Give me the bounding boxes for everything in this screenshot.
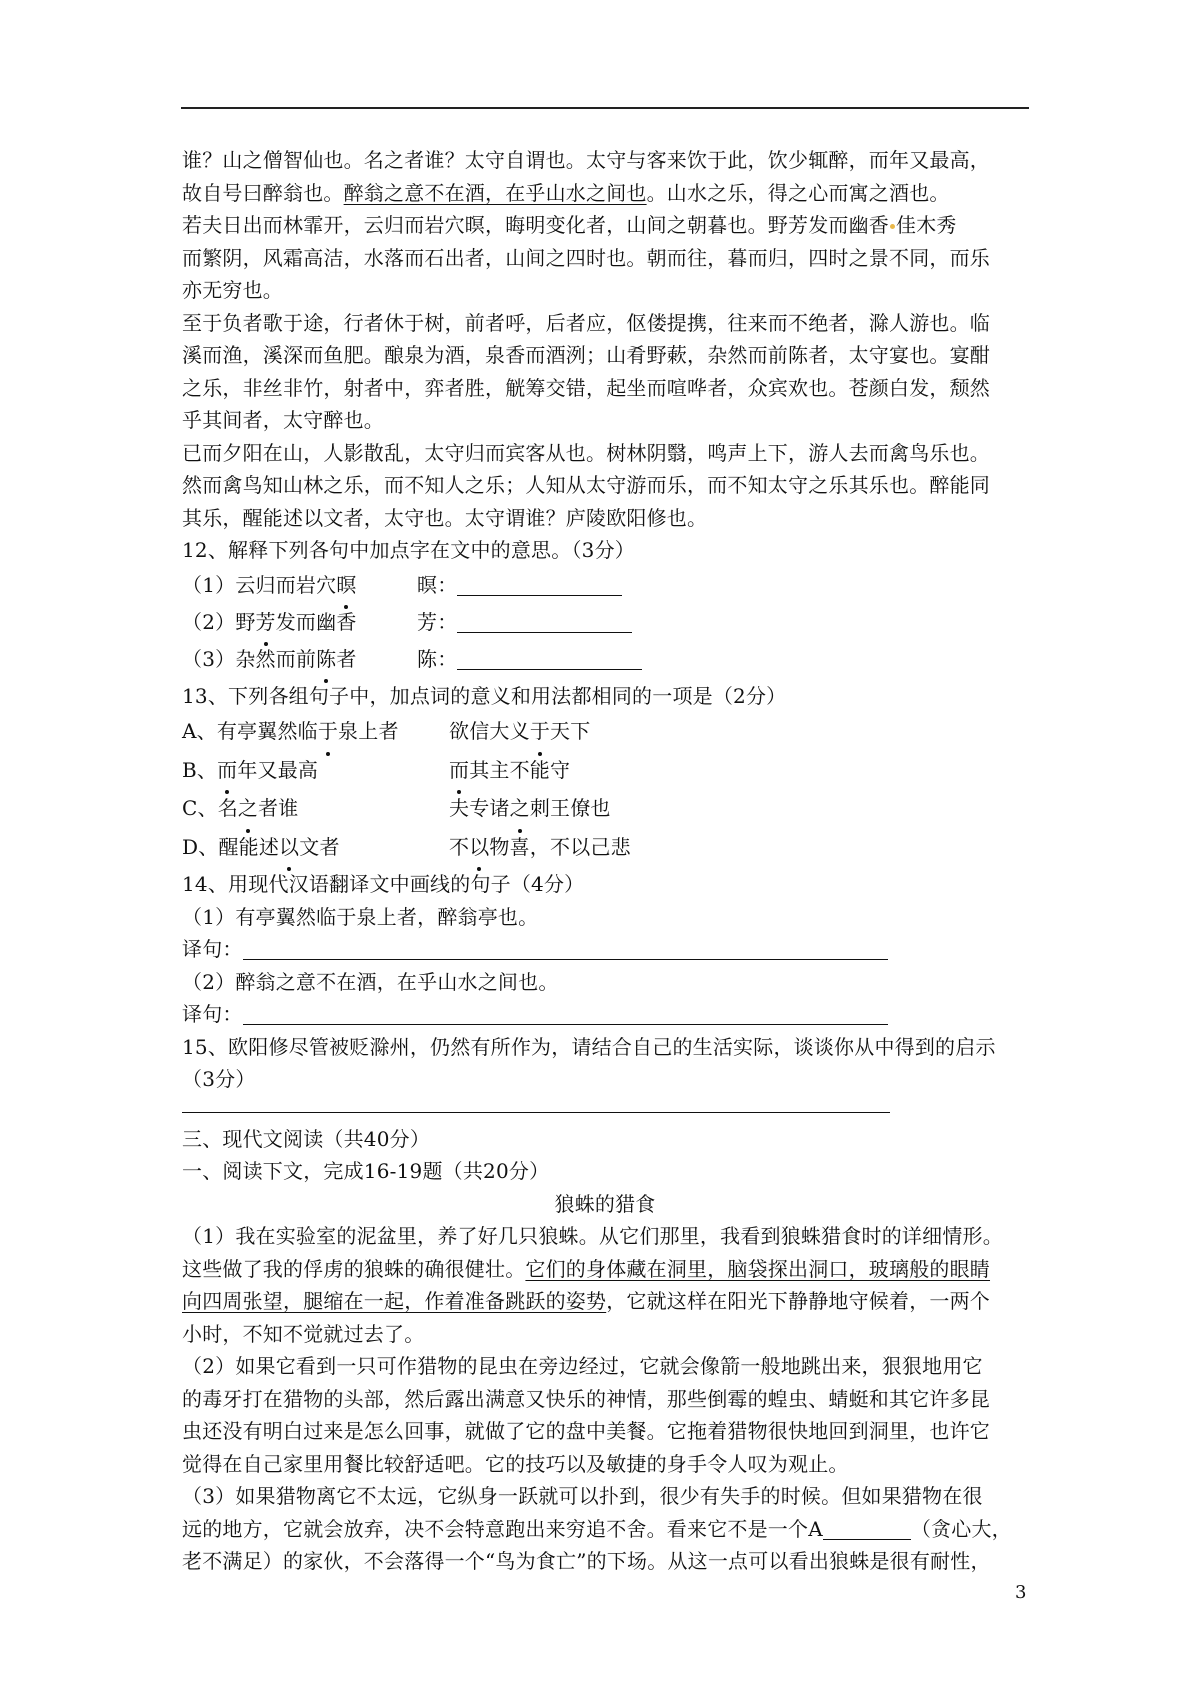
dotted-char: 芳 bbox=[256, 604, 276, 641]
answer-blank[interactable] bbox=[182, 1096, 890, 1113]
answer-blank[interactable] bbox=[457, 610, 632, 633]
q12-item: （1）云归而岩穴暝 暝： bbox=[182, 567, 1028, 604]
answer-blank[interactable] bbox=[823, 1517, 911, 1540]
article-line: 小时，不知不觉就过去了。 bbox=[182, 1321, 425, 1346]
question-14-stem: 14、用现代汉语翻译文中画线的句子（4分） bbox=[182, 872, 585, 896]
dotted-char: 于 bbox=[318, 712, 338, 751]
dotted-char: 而 bbox=[217, 751, 237, 790]
passage-line: 其乐，醒能述以文者，太守也。太守谓谁？庐陵欧阳修也。 bbox=[182, 505, 708, 530]
article-line: 觉得在自己家里用餐比较舒适吧。它的技巧以及敏捷的身手令人叹为观止。 bbox=[182, 1451, 849, 1476]
article-title: 狼蛛的猎食 bbox=[554, 1191, 656, 1216]
article-line: 向四周张望，腿缩在一起，作着准备跳跃的姿势，它就这样在阳光下静静地守候着，一两个 bbox=[182, 1289, 991, 1313]
page-number: 3 bbox=[1015, 1582, 1027, 1603]
q13-option-b: B、而年又最高 而其主不能守 bbox=[182, 751, 1028, 790]
question-13-stem: 13、下列各组句子中，加点词的意义和用法都相同的一项是（2分） bbox=[182, 683, 787, 708]
dotted-char: 以 bbox=[279, 828, 299, 867]
article-line: （1）我在实验室的泥盆里，养了好几只狼蛛。从它们那里，我看到狼蛛猎食时的详细情形。 bbox=[182, 1224, 1003, 1248]
page-content bbox=[182, 144, 1028, 1578]
question-15-stem: 15、欧阳修尽管被贬滁州，仍然有所作为，请结合自己的生活实际，谈谈你从中得到的启示 bbox=[182, 1034, 996, 1059]
passage-line: 而繁阴，风霜高洁，水落而石出者，山间之四时也。朝而往，暮而归，四时之景不同，而乐 bbox=[182, 245, 990, 270]
passage-line: 已而夕阳在山，人影散乱，太守归而宾客从也。树林阴翳，鸣声上下，游人去而禽鸟乐也。 bbox=[182, 440, 990, 465]
dotted-char: 陈 bbox=[316, 641, 336, 678]
q14-answer-1: 译句： bbox=[182, 933, 1028, 966]
passage-line: 谁？山之僧智仙也。名之者谁？太守自谓也。太守与客来饮于此，饮少辄醉，而年又最高， bbox=[182, 148, 990, 172]
passage-line: 至于负者歌于途，行者休于树，前者呼，后者应，伛偻提携，往来而不绝者，滁人游也。临 bbox=[182, 310, 990, 335]
underlined-sentence: 向四周张望，腿缩在一起，作着准备跳跃的姿势 bbox=[182, 1289, 607, 1313]
passage-line: 亦无穷也。 bbox=[182, 278, 283, 302]
article-line: （3）如果猎物离它不太远，它纵身一跃就可以扑到，很少有失手的时候。但如果猎物在很 bbox=[182, 1484, 983, 1508]
section-subheading: 一、阅读下文，完成16-19题（共20分） bbox=[182, 1159, 550, 1183]
underlined-sentence: 它们的身体藏在洞里，脑袋探出洞口，玻璃般的眼睛 bbox=[525, 1256, 991, 1281]
article-line: 的毒牙打在猎物的头部，然后露出满意又快乐的神情，那些倒霉的蝗虫、蜻蜓和其它许多昆 bbox=[182, 1386, 990, 1411]
answer-blank[interactable] bbox=[243, 937, 888, 960]
q12-item: （2）野芳发而幽香 芳： bbox=[182, 604, 1028, 641]
q14-answer-2: 译句： bbox=[182, 998, 1028, 1031]
q13-option-c: C、名之者谁 夫专诸之刺王僚也 bbox=[182, 789, 1028, 828]
question-15-score: （3分） bbox=[182, 1067, 256, 1091]
passage-line: 溪而渔，溪深而鱼肥。酿泉为酒，泉香而酒洌；山肴野蔌，杂然而前陈者，太守宴也。宴酣 bbox=[182, 343, 990, 367]
question-12-stem: 12、解释下列各句中加点字在文中的意思。（3分） bbox=[182, 538, 635, 562]
passage-line: 故自号曰醉翁也。醉翁之意不在酒，在乎山水之间也。山水之乐，得之心而寓之酒也。 bbox=[182, 180, 950, 205]
article-line: 远的地方，它就会放弃，决不会特意跑出来穷追不舍。看来它不是一个A （贪心大， bbox=[182, 1516, 1012, 1541]
article-line: 虫还没有明白过来是怎么回事，就做了它的盘中美餐。它拖着猎物很快地回到洞里，也许它 bbox=[182, 1419, 990, 1443]
highlight-dot-icon bbox=[890, 224, 895, 229]
q14-sentence-1: （1）有亭翼然临于泉上者，醉翁亭也。 bbox=[182, 904, 539, 929]
q14-sentence-2: （2）醉翁之意不在酒，在乎山水之间也。 bbox=[182, 969, 559, 994]
q13-option-a: A、有亭翼然临于泉上者 欲信大义于天下 bbox=[182, 712, 1028, 751]
q13-option-d: D、醒能述以文者 不以物喜，不以己悲 bbox=[182, 828, 1028, 867]
answer-blank[interactable] bbox=[457, 647, 642, 670]
underlined-sentence: 醉翁之意不在酒，在乎山水之间也 bbox=[343, 180, 647, 205]
answer-blank[interactable] bbox=[457, 573, 622, 596]
passage-line: 若夫日出而林霏开，云归而岩穴暝，晦明变化者，山间之朝暮也。野芳发而幽香 佳木秀 bbox=[182, 213, 957, 237]
dotted-char: 之 bbox=[510, 789, 530, 828]
dotted-char: 暝 bbox=[336, 567, 356, 604]
dotted-char: 以 bbox=[469, 828, 489, 867]
header-rule bbox=[181, 107, 1029, 109]
passage-line: 之乐，非丝非竹，射者中，弈者胜，觥筹交错，起坐而喧哗者，众宾欢也。苍颜白发，颓然 bbox=[182, 375, 990, 400]
passage-line: 然而禽鸟知山林之乐，而不知人之乐；人知从太守游而乐，而不知太守之乐其乐也。醉能同 bbox=[182, 473, 990, 497]
section-heading: 三、现代文阅读（共40分） bbox=[182, 1126, 431, 1151]
article-line: 老不满足）的家伙，不会落得一个“鸟为食亡”的下场。从这一点可以看出狼蛛是很有耐性， bbox=[182, 1549, 991, 1573]
q12-item: （3）杂然而前陈者 陈： bbox=[182, 641, 1028, 678]
dotted-char: 之 bbox=[238, 789, 258, 828]
article-line: （2）如果它看到一只可作猎物的昆虫在旁边经过，它就会像箭一般地跳出来，狠狠地用它 bbox=[182, 1354, 983, 1378]
dotted-char: 于 bbox=[530, 712, 550, 751]
answer-blank[interactable] bbox=[243, 1002, 888, 1025]
article-line: 这些做了我的俘虏的狼蛛的确很健壮。它们的身体藏在洞里，脑袋探出洞口，玻璃般的眼睛 bbox=[182, 1256, 991, 1281]
dotted-char: 而 bbox=[449, 751, 469, 790]
passage-line: 乎其间者，太守醉也。 bbox=[182, 408, 384, 432]
